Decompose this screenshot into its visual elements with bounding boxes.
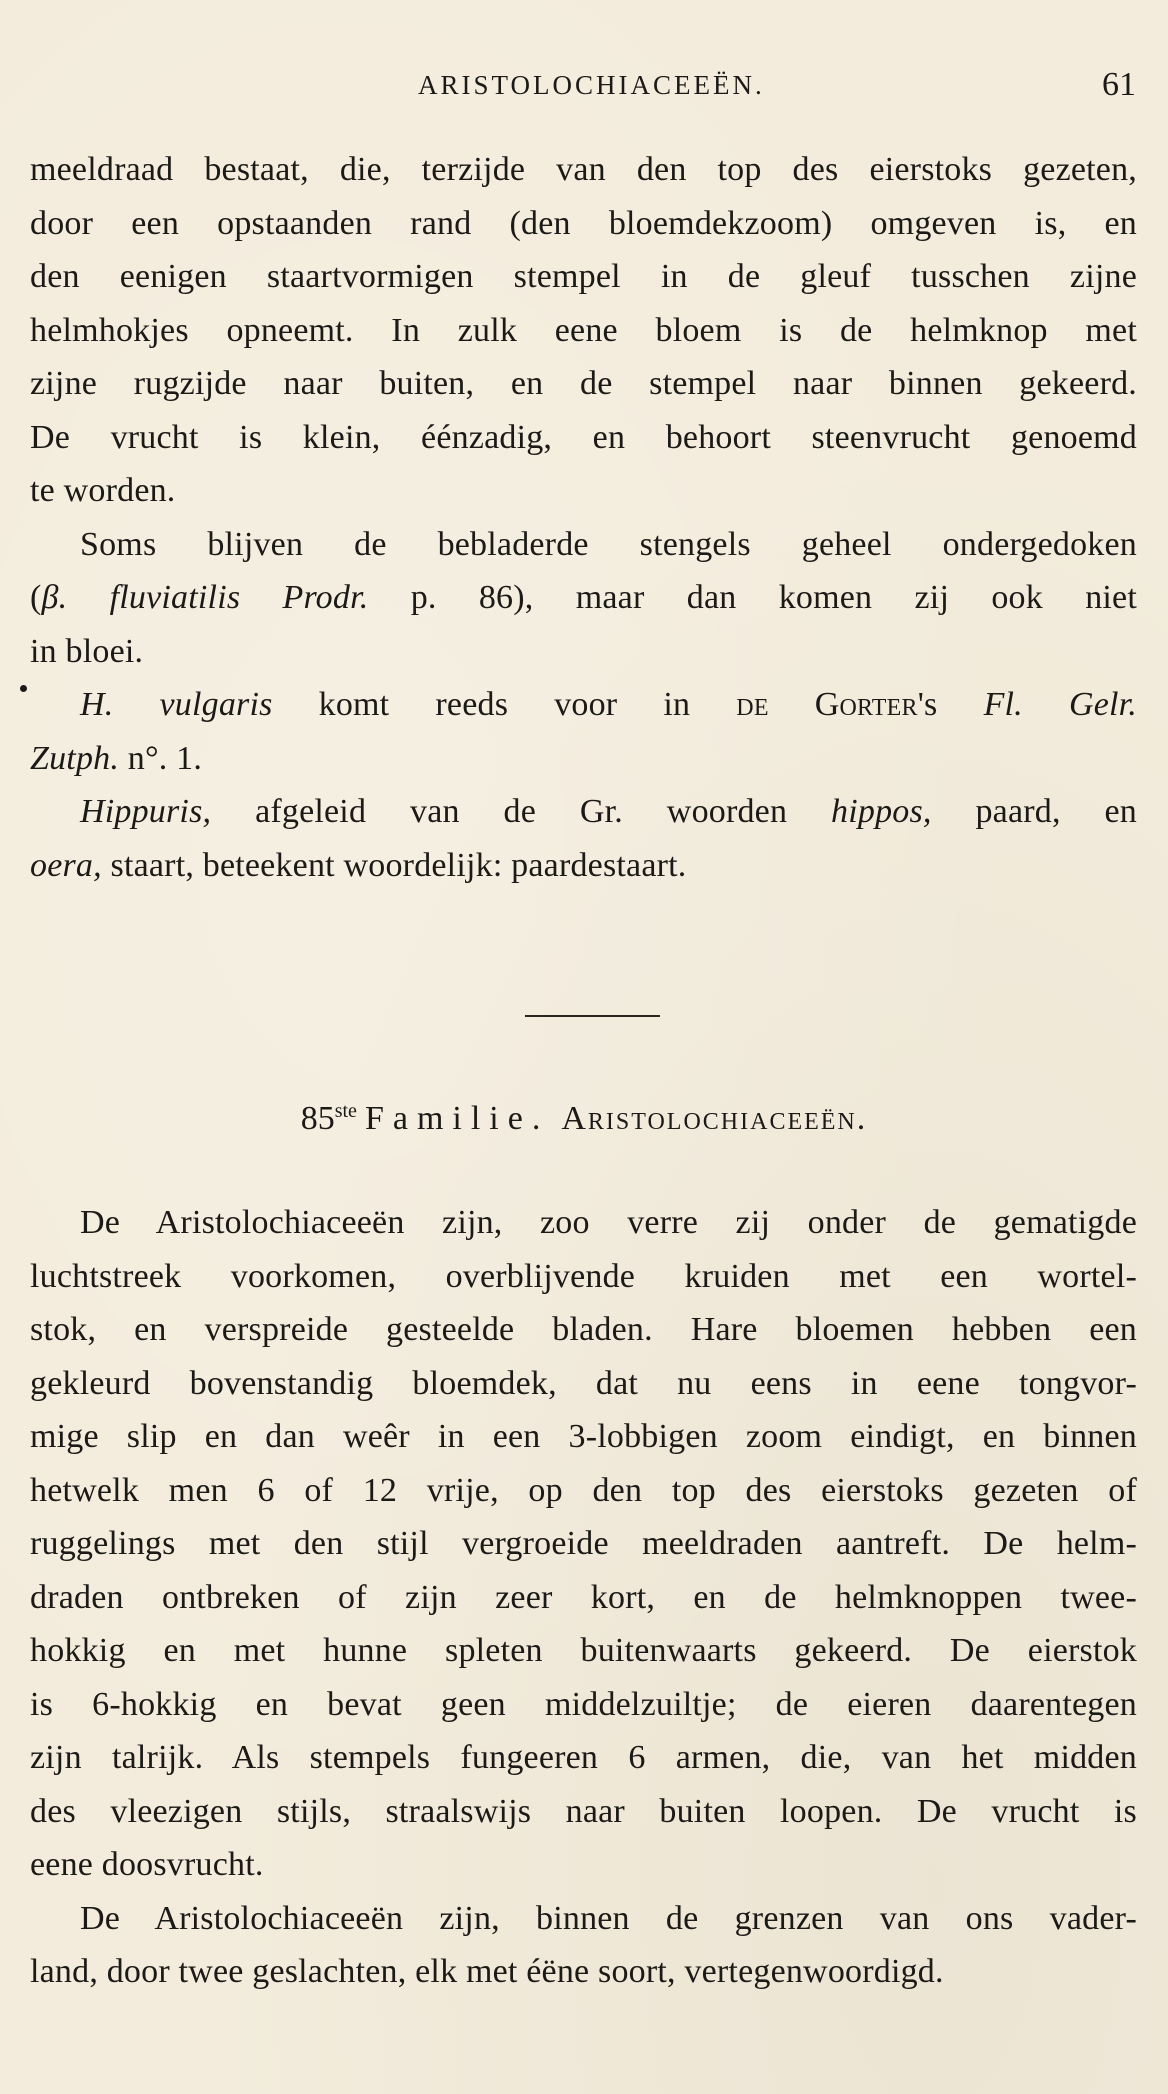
text-line: hokkig en met hunne spleten buitenwaarts gekeerd. De eierstok (30, 1632, 1137, 1669)
text-fragment: 's (917, 686, 984, 723)
text-line: De Aristolochiaceeën zijn, binnen de grenzen van ons vader- (80, 1899, 1137, 1937)
text-line (30, 785, 1137, 839)
text-line (30, 571, 1137, 625)
text-line: land, door twee geslachten, elk met éëne soort, vertegenwoordigd. (30, 1953, 944, 1990)
text-line: De Aristolochiaceeën zijn, zoo verre zij onder de gematigde (80, 1204, 1137, 1241)
paragraph-soms (30, 518, 1137, 679)
section-divider (525, 1015, 660, 1017)
paren-open: ( (30, 579, 42, 616)
paragraph-meeldraad (30, 143, 1137, 518)
family-heading (0, 1100, 1168, 1138)
greek-word: hippos, (831, 793, 932, 830)
text-line: eene doosvrucht. (30, 1846, 264, 1883)
ink-dot (20, 685, 27, 692)
text-line: den eenigen staartvormigen stempel in de gleuf tusschen zijne (30, 258, 1137, 295)
family-number-suffix: ste (334, 1100, 357, 1122)
text-fragment: p. 86), maar dan komen zij ook niet (368, 579, 1137, 616)
paragraph-genera (30, 1892, 1137, 1999)
family-label: Familie. (364, 1100, 550, 1137)
work-title: Fl. Gelr. (983, 686, 1137, 723)
text-line: in bloei. (30, 632, 144, 670)
text-line: zijne rugzijde naar buiten, en de stempel naar binnen gekeerd. (30, 365, 1137, 402)
text-line: is 6-hokkig en bevat geen middelzuiltje; de eieren daarentegen (30, 1685, 1137, 1723)
family-number: 85 (300, 1100, 335, 1137)
text-line: gekleurd bovenstandig bloemdek, dat nu eens in eene tongvor- (30, 1364, 1137, 1402)
greek-word: oera, (30, 846, 102, 884)
text-line (30, 732, 1137, 786)
text-line: stok, en verspreide gesteelde bladen. Hare bloemen hebben een (30, 1311, 1137, 1348)
text-line (30, 678, 1137, 732)
text-fragment: afgeleid van de Gr. woorden (211, 793, 832, 830)
text-fragment: staart, beteekent woordelijk: paardestaart. (101, 846, 687, 884)
taxon-reference: β. fluviatilis Prodr. (41, 579, 369, 616)
text-line: draden ontbreken of zijn zeer kort, en de helmknoppen twee- (30, 1578, 1137, 1616)
species-name: H. vulgaris (80, 686, 273, 723)
text-line: des vleezigen stijls, straalswijs naar buiten loopen. De vrucht is (30, 1792, 1137, 1830)
text-fragment: komt reeds voor in (272, 686, 737, 723)
paragraph-description (30, 1196, 1137, 1892)
paragraph-vulgaris (30, 678, 1137, 785)
genus-name: Hippuris, (80, 793, 212, 830)
text-line: Soms blijven de bebladerde stengels geheel ondergedoken (80, 525, 1137, 563)
text-line: luchtstreek voorkomen, overblijvende kruiden met een wortel- (30, 1257, 1137, 1295)
work-title: Zutph. (30, 739, 120, 777)
text-line: mige slip en dan weêr in een 3-lobbigen zoom eindigt, en binnen (30, 1418, 1137, 1455)
text-line: te worden. (30, 472, 176, 509)
text-line: zijn talrijk. Als stempels fungeeren 6 armen, die, van het midden (30, 1739, 1137, 1776)
text-section-aristolochiaceae (30, 1196, 1137, 1999)
text-line: meeldraad bestaat, die, terzijde van den top des eierstoks gezeten, (30, 151, 1137, 188)
text-fragment: n°. 1. (119, 739, 203, 777)
text-line: ruggelings met den stijl vergroeide meeldraden aantreft. De helm- (30, 1525, 1137, 1562)
paragraph-etymology (30, 785, 1137, 892)
text-section-hippuris (30, 143, 1137, 892)
text-line: hetwelk men 6 of 12 vrije, op den top des eierstoks gezeten of (30, 1471, 1137, 1509)
page-number: 61 (1102, 66, 1136, 103)
text-fragment: paard, en (931, 793, 1137, 830)
family-name: Aristolochiaceeën. (561, 1100, 868, 1137)
running-title: ARISTOLOCHIACEEËN. (418, 70, 765, 100)
author-name: de Gorter (736, 686, 918, 723)
text-line: helmhokjes opneemt. In zulk eene bloem is de helmknop met (30, 311, 1137, 349)
running-head (0, 66, 1168, 110)
text-line: door een opstaanden rand (den bloemdekzoom) omgeven is, en (30, 204, 1137, 242)
text-line: De vrucht is klein, éénzadig, en behoort steenvrucht genoemd (30, 418, 1137, 456)
text-line (30, 839, 1137, 893)
